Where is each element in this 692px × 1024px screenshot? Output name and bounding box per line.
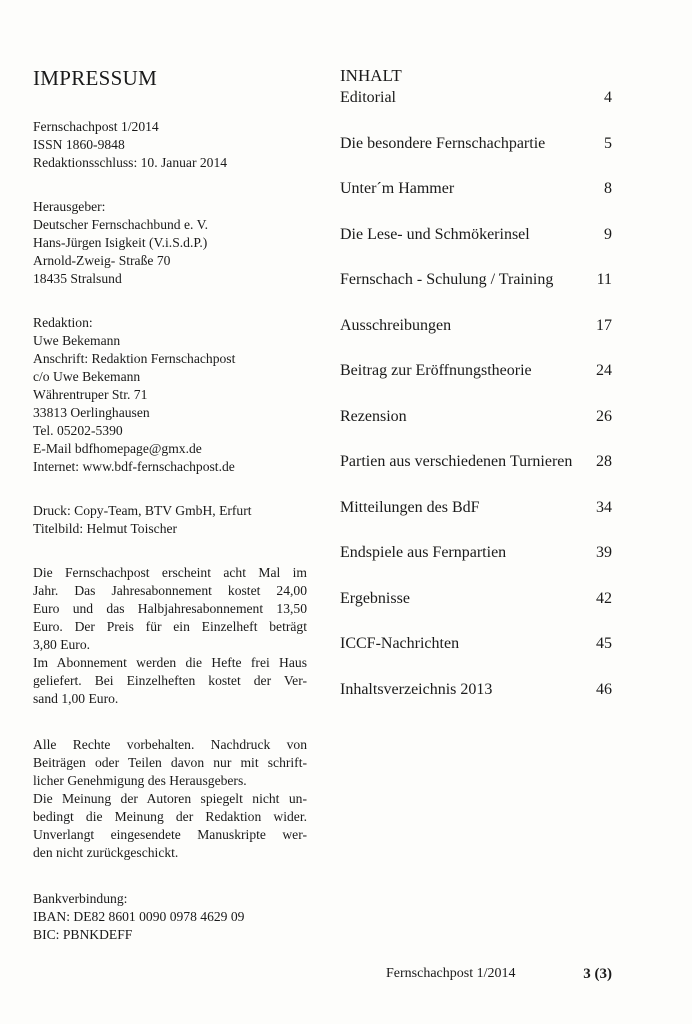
issue-info-block	[33, 118, 307, 172]
rights-line: bedingt die Meinung der Redaktion wider.	[33, 809, 307, 824]
editor-city: 33813 Oerlinghausen	[33, 405, 150, 420]
toc-entry-page: 45	[596, 635, 612, 652]
toc-entry[interactable]	[340, 270, 612, 316]
issue-line: Fernschachpost 1/2014	[33, 119, 159, 134]
toc-entry-title: Die besondere Fernschachpartie	[340, 134, 546, 152]
editor-phone: Tel. 05202-5390	[33, 423, 123, 438]
toc-entry-title: Ergebnisse	[340, 589, 410, 607]
bic-line: BIC: PBNKDEFF	[33, 927, 133, 942]
print-line: Druck: Copy-Team, BTV GmbH, Erfurt	[33, 503, 252, 518]
toc-entry[interactable]	[340, 543, 612, 589]
impressum-column	[33, 66, 307, 964]
toc-entry[interactable]	[340, 225, 612, 271]
toc-entry-title: Inhaltsverzeichnis 2013	[340, 680, 493, 698]
toc-entry-page: 46	[596, 680, 612, 698]
toc-entry-title: ICCF-Nachrichten	[340, 635, 460, 652]
impressum-heading: IMPRESSUM	[33, 66, 158, 90]
toc-entry-page: 4	[604, 89, 612, 106]
inhalt-heading: INHALT	[340, 66, 402, 85]
toc-entry-title: Fernschach - Schulung / Training	[340, 271, 554, 288]
toc-entry[interactable]	[340, 316, 612, 362]
toc-entry-page: 24	[596, 362, 612, 379]
rights-line: Die Meinung der Autoren spiegelt nicht un-	[33, 791, 307, 806]
publisher-city: 18435 Stralsund	[33, 271, 122, 286]
subscription-line: Im Abonnement werden die Hefte frei Haus	[33, 655, 307, 670]
subscription-line: Die Fernschachpost erscheint acht Mal im	[33, 565, 307, 580]
editor-email: E-Mail bdfhomepage@gmx.de	[33, 441, 202, 456]
print-block	[33, 502, 307, 538]
toc-entry[interactable]	[340, 634, 612, 680]
rights-line: Alle Rechte vorbehalten. Nachdruck von	[33, 737, 307, 752]
subscription-line: sand 1,00 Euro.	[33, 691, 119, 706]
rights-paragraph	[33, 736, 307, 862]
subscription-line: 3,80 Euro.	[33, 637, 91, 652]
toc-entry-title: Mitteilungen des BdF	[340, 498, 480, 516]
toc-entry[interactable]	[340, 452, 612, 498]
rights-line: Unverlangt eingesendete Manuskripte wer-	[33, 827, 307, 842]
publisher-block	[33, 198, 307, 288]
cover-photo-line: Titelbild: Helmut Toischer	[33, 521, 178, 536]
toc-entry-title: Partien aus verschiedenen Turnieren	[340, 453, 573, 470]
toc-entry-title: Die Lese- und Schmökerinsel	[340, 225, 530, 243]
toc-entry[interactable]	[340, 179, 612, 225]
toc-entry[interactable]	[340, 589, 612, 635]
subscription-paragraph	[33, 564, 307, 708]
footer-publication: Fernschachpost 1/2014	[386, 966, 516, 981]
footer-page-number: 3 (3)	[583, 966, 612, 982]
editor-name: Uwe Bekemann	[33, 333, 121, 348]
publisher-label: Herausgeber:	[33, 199, 106, 214]
toc-entry-page: 5	[604, 134, 612, 152]
toc-entry[interactable]	[340, 361, 612, 407]
toc-entry-page: 26	[596, 407, 612, 425]
toc-entry-title: Ausschreibungen	[340, 316, 452, 334]
toc-entry-page: 9	[604, 225, 612, 243]
issn-line: ISSN 1860-9848	[33, 137, 125, 152]
subscription-line: Euro und das Halbjahresabonnement 13,50	[33, 601, 307, 616]
iban-line: IBAN: DE82 8601 0090 0978 4629 09	[33, 909, 245, 924]
editor-block	[33, 314, 307, 476]
toc-entry-page: 39	[596, 544, 612, 561]
bank-label: Bankverbindung:	[33, 891, 128, 906]
editor-address-label: Anschrift: Redaktion Fernschachpost	[33, 351, 236, 366]
toc-entry-title: Rezension	[340, 407, 407, 425]
subscription-line: Euro. Der Preis für ein Einzelheft beträgt	[33, 619, 307, 634]
toc-entry[interactable]	[340, 88, 612, 134]
toc-entry[interactable]	[340, 134, 612, 180]
toc-entry-title: Beitrag zur Eröffnungstheorie	[340, 362, 532, 379]
toc-entry[interactable]	[340, 407, 612, 453]
rights-line: licher Genehmigung des Herausgebers.	[33, 773, 247, 788]
toc-entry[interactable]	[340, 498, 612, 544]
bank-block	[33, 890, 307, 944]
toc-entry-page: 28	[596, 453, 612, 470]
publisher-person: Hans-Jürgen Isigkeit (V.i.S.d.P.)	[33, 235, 208, 250]
publisher-org: Deutscher Fernschachbund e. V.	[33, 217, 209, 232]
rights-line: den nicht zurückgeschickt.	[33, 845, 179, 860]
editor-street: Währentruper Str. 71	[33, 387, 148, 402]
toc-entry[interactable]	[340, 680, 612, 726]
deadline-line: Redaktionsschluss: 10. Januar 2014	[33, 155, 228, 170]
publisher-street: Arnold-Zweig- Straße 70	[33, 253, 171, 268]
page-footer	[386, 966, 612, 983]
toc-entry-title: Editorial	[340, 89, 396, 106]
rights-line: Beiträgen oder Teilen davon nur mit schrift-	[33, 755, 307, 770]
editor-label: Redaktion:	[33, 315, 93, 330]
editor-website: Internet: www.bdf-fernschachpost.de	[33, 459, 235, 474]
toc-entry-page: 11	[596, 271, 612, 288]
toc-entry-page: 8	[604, 180, 612, 197]
subscription-line: geliefert. Bei Einzelheften kostet der Ver-	[33, 673, 307, 688]
editor-co: c/o Uwe Bekemann	[33, 369, 141, 384]
subscription-line: Jahr. Das Jahresabonnement kostet 24,00	[33, 583, 307, 598]
toc-entry-page: 42	[596, 589, 612, 607]
inhalt-column	[340, 66, 612, 725]
toc-entry-page: 34	[596, 498, 612, 516]
toc-entry-page: 17	[596, 316, 612, 334]
toc-entry-title: Endspiele aus Fernpartien	[340, 544, 507, 561]
toc-entry-title: Unter´m Hammer	[340, 180, 455, 197]
table-of-contents	[340, 88, 612, 725]
